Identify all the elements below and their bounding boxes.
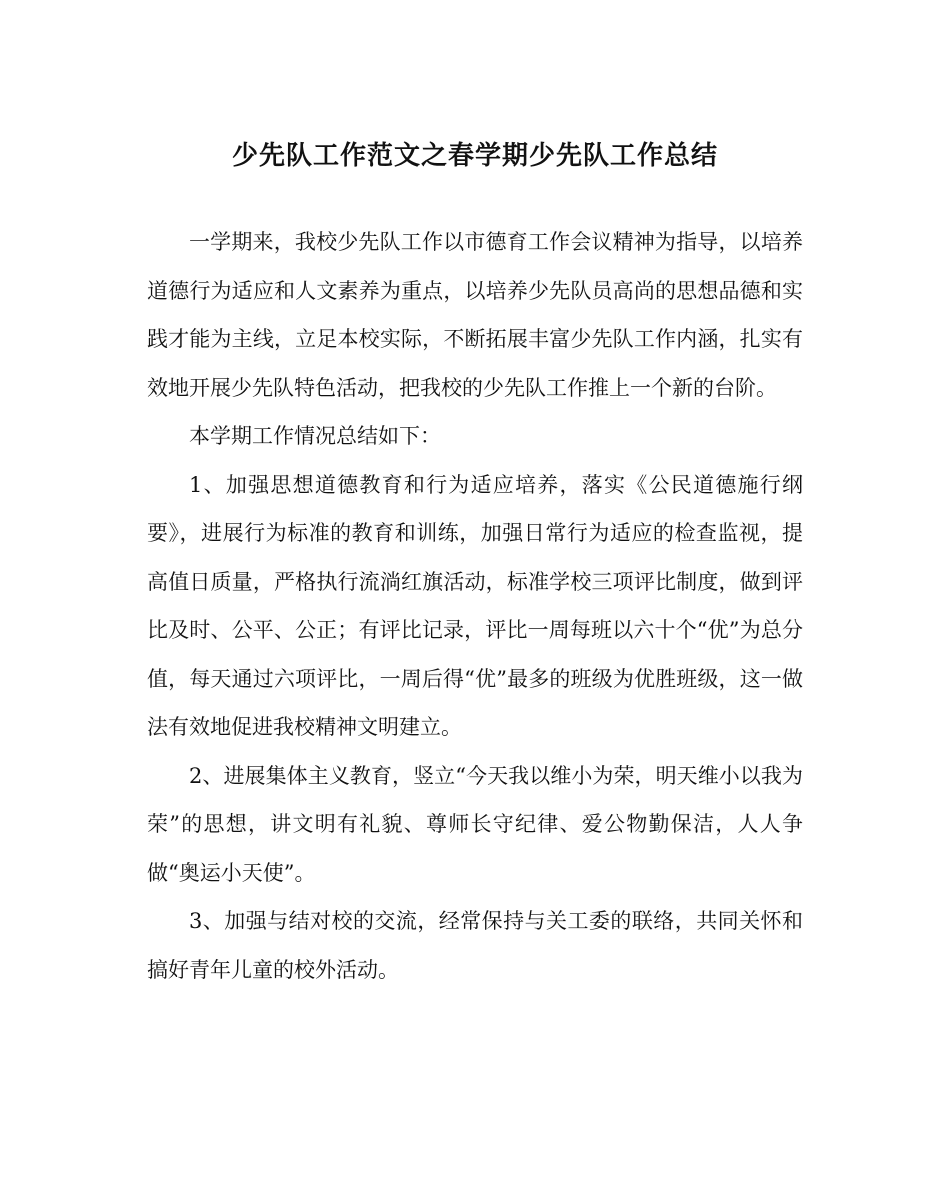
- paragraph-item-1: 1、加强思想道德教育和行为适应培养，落实《公民道德施行纲要》，进展行为标准的教育和训练，加强日常行为适应的检查监视，提高值日质量，严格执行流淌红旗活动，标准学校三项评比制度，做到评比及时、公平、公正；有评比记录，评比一周每班以六十个“优”为总分值，每天通过六项评比，一周后得“优”最多的班级为优胜班级，这一做法有效地促进我校精神文明建立。: [147, 472, 803, 739]
- paragraph-intro: 一学期来，我校少先队工作以市德育工作会议精神为指导，以培养道德行为适应和人文素养为重点，以培养少先队员高尚的思想品德和实践才能为主线，立足本校实际，不断拓展丰富少先队工作内涵，扎实有效地开展少先队特色活动，把我校的少先队工作推上一个新的台阶。: [147, 230, 803, 400]
- paragraph-item-2: 2、进展集体主义教育，竖立“今天我以维小为荣，明天维小以我为荣”的思想，讲文明有礼貌、尊师长守纪律、爱公物勤保洁，人人争做“奥运小天使”。: [147, 763, 803, 885]
- paragraph-summary-lead: 本学期工作情况总结如下：: [189, 424, 441, 448]
- paragraph-item-3: 3、加强与结对校的交流，经常保持与关工委的联络，共同关怀和搞好青年儿童的校外活动。: [147, 909, 803, 982]
- document-body: [147, 218, 803, 994]
- document-title: 少先队工作范文之春学期少先队工作总结: [231, 141, 718, 171]
